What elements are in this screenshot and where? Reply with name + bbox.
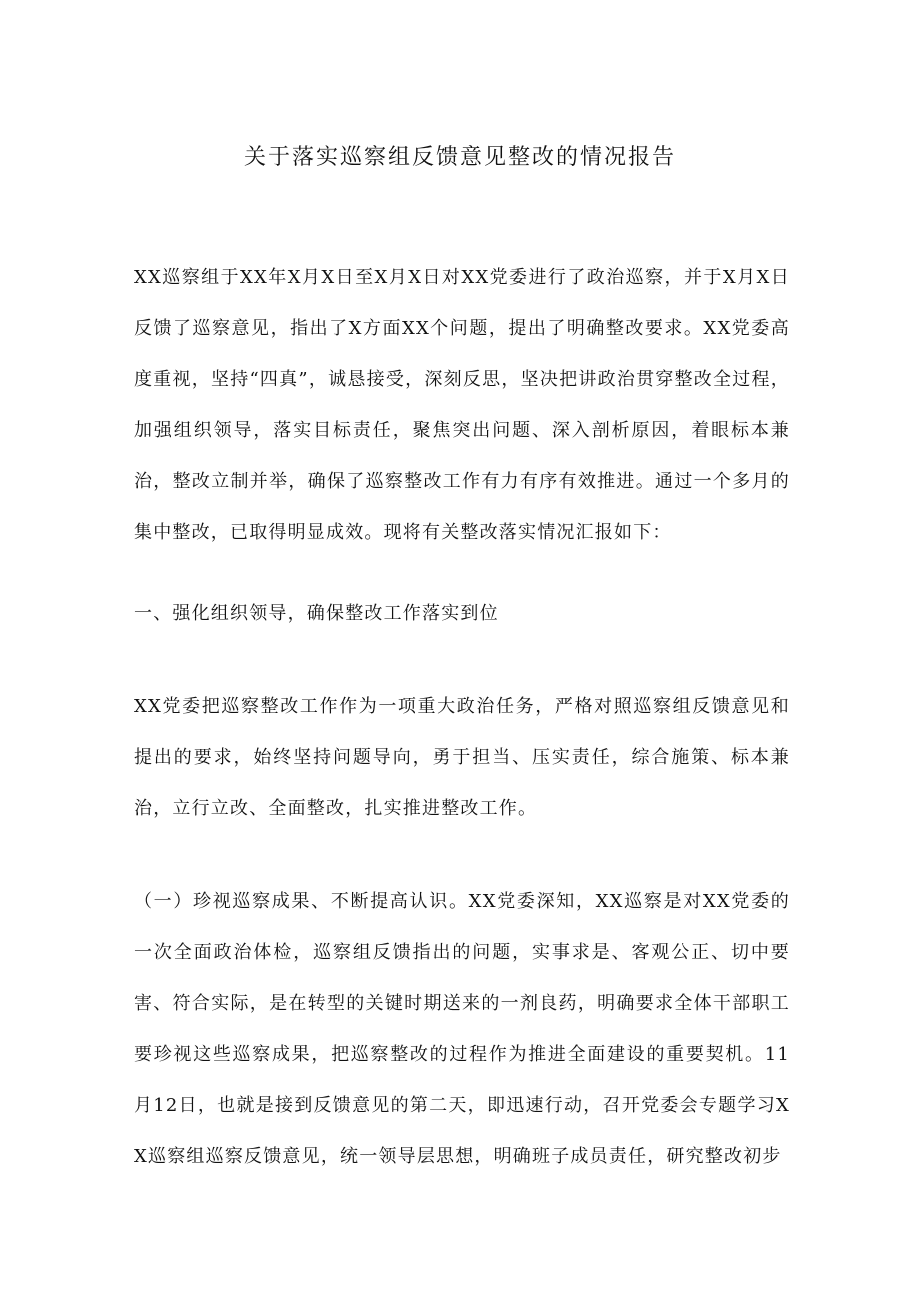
section-1-heading: 一、强化组织领导，确保整改工作落实到位 xyxy=(134,603,499,624)
section-1-paragraph: XX党委把巡察整改工作作为一项重大政治任务，严格对照巡察组反馈意见和提出的要求，始终坚持问题导向，勇于担当、压实责任，综合施策、标本兼治，立行立改、全面整改，扎实推进整改工作。 xyxy=(134,696,790,819)
intro-paragraph: XX巡察组于XX年X月X日至X月X日对XX党委进行了政治巡察，并于X月X日反馈了巡察意见，指出了X方面XX个问题，提出了明确整改要求。XX党委高度重视，坚持“四真”，诚恳接受，深刻反思，坚决把讲政治贯穿整改全过程，加强组织领导，落实目标责任，聚焦突出问题、深入剖析原因，着眼标本兼治，整改立制并举，确保了巡察整改工作有力有序有效推进。通过一个多月的集中整改，已取得明显成效。现将有关整改落实情况汇报如下： xyxy=(134,267,790,543)
subsection-1-paragraph: （一）珍视巡察成果、不断提高认识。XX党委深知，XX巡察是对XX党委的一次全面政治体检，巡察组反馈指出的问题，实事求是、客观公正、切中要害、符合实际，是在转型的关键时期送来的一剂良药，明确要求全体干部职工要珍视这些巡察成果，把巡察整改的过程作为推进全面建设的重要契机。11月12日，也就是接到反馈意见的第二天，即迅速行动，召开党委会专题学习XX巡察组巡察反馈意见，统一领导层思想，明确班子成员责任，研究整改初步 xyxy=(134,891,790,1167)
document-title: 关于落实巡察组反馈意见整改的情况报告 xyxy=(243,145,676,170)
